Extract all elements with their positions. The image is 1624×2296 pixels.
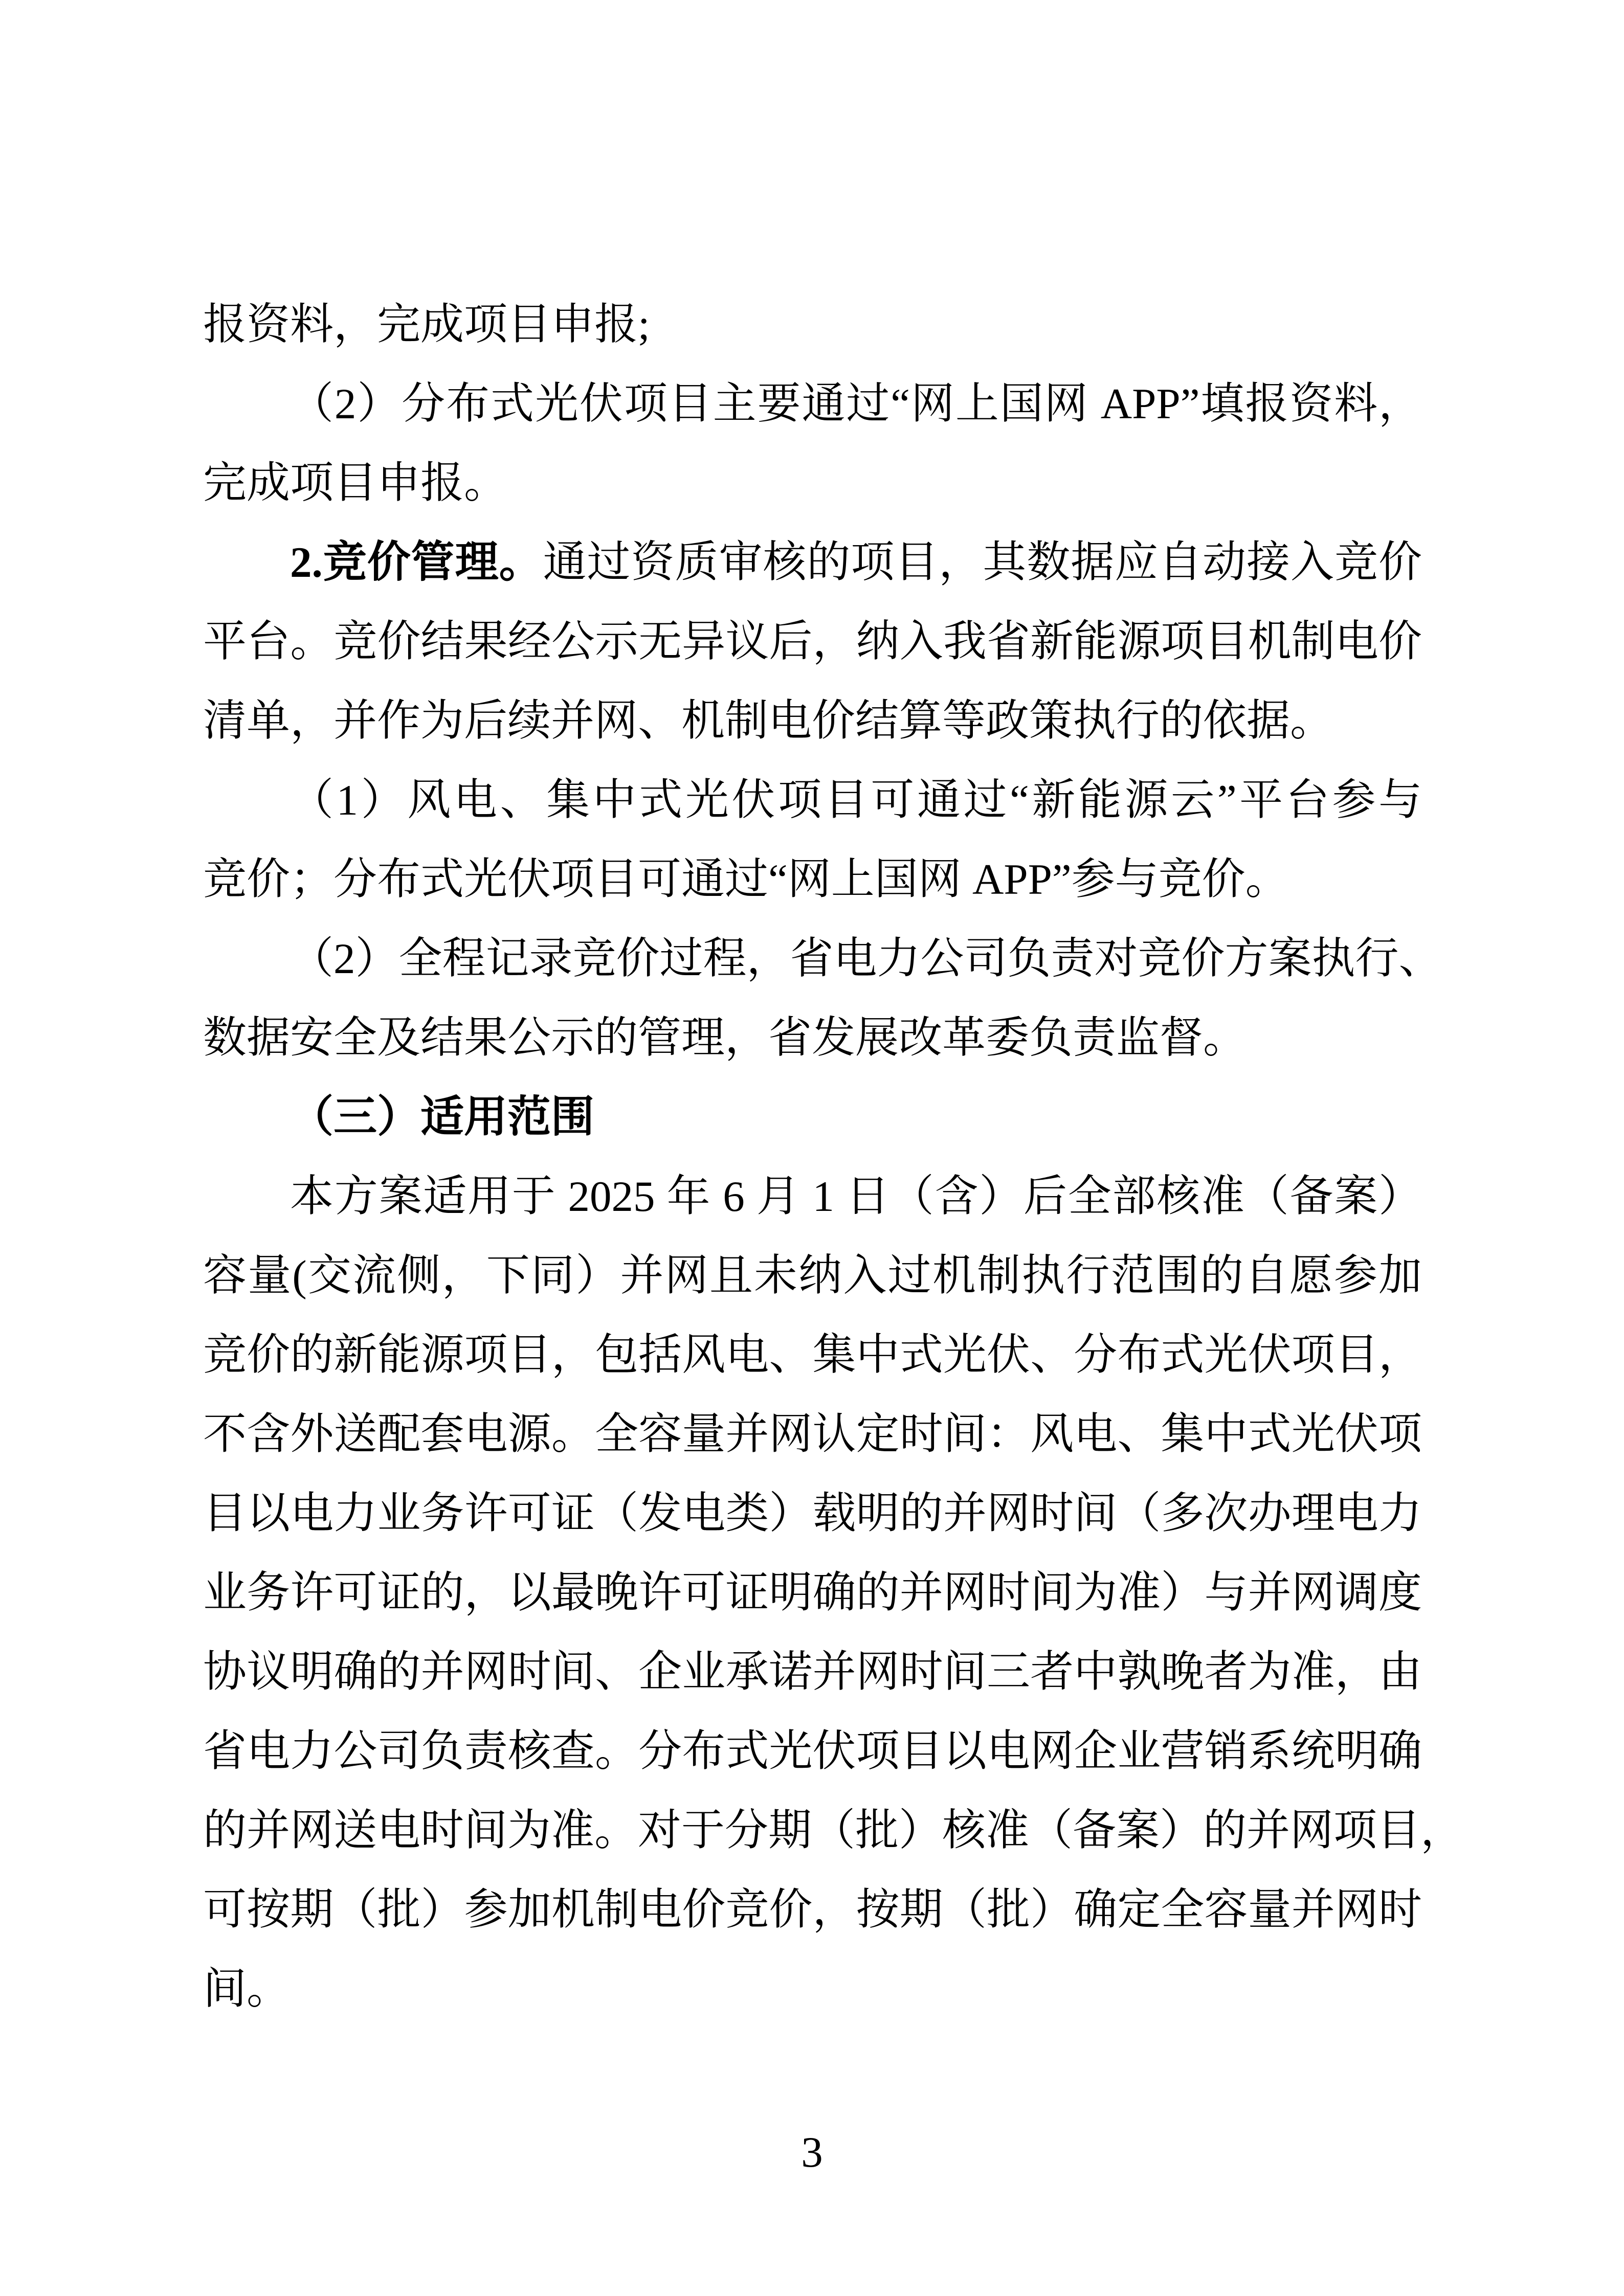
text-line — [203, 1554, 1422, 1633]
text-segment: 平台。竞价结果经公示无异议后，纳入我省新能源项目机制电价 — [203, 618, 1422, 666]
bold-run-heading: 2.竞价管理。 — [290, 538, 543, 587]
text-line — [203, 919, 1442, 999]
text-segment: 通过资质审核的项目，其数据应自动接入竞价 — [543, 538, 1422, 587]
text-line — [203, 523, 1422, 602]
text-line — [203, 285, 1422, 365]
text-line — [203, 682, 1422, 761]
text-line — [203, 365, 1422, 444]
text-line — [203, 1633, 1422, 1712]
document-body-text — [203, 285, 1464, 2029]
text-line — [203, 840, 1422, 919]
text-segment: 完成项目申报。 — [203, 459, 508, 507]
text-line — [203, 444, 1422, 523]
text-segment: 可按期（批）参加机制电价竞价，按期（批）确定全容量并网时 — [203, 1886, 1422, 1934]
text-segment: （2）全程记录竞价过程，省电力公司负责对竞价方案执行、 — [290, 935, 1442, 983]
text-line — [203, 1871, 1422, 1950]
page-number: 3 — [801, 2128, 823, 2176]
text-line — [203, 1474, 1422, 1554]
text-line — [203, 1791, 1464, 1871]
text-segment: 业务许可证的，以最晚许可证明确的并网时间为准）与并网调度 — [203, 1569, 1422, 1617]
text-segment: （1）风电、集中式光伏项目可通过“新能源云”平台参与 — [290, 776, 1422, 824]
text-line — [203, 1316, 1422, 1395]
text-segment: 不含外送配套电源。全容量并网认定时间：风电、集中式光伏项 — [203, 1410, 1422, 1458]
text-line — [203, 999, 1422, 1078]
text-line — [203, 1157, 1422, 1236]
text-line — [203, 761, 1422, 840]
text-segment: 报资料，完成项目申报; — [203, 301, 650, 349]
text-segment: 省电力公司负责核查。分布式光伏项目以电网企业营销系统明确 — [203, 1727, 1422, 1775]
text-line — [203, 602, 1422, 682]
text-line — [203, 1712, 1422, 1791]
text-segment: 目以电力业务许可证（发电类）载明的并网时间（多次办理电力 — [203, 1490, 1422, 1538]
text-segment: 竞价；分布式光伏项目可通过“网上国网 APP”参与竞价。 — [203, 856, 1289, 904]
text-line — [203, 1395, 1422, 1474]
text-segment: 的并网送电时间为准。对于分期（批）核准（备案）的并网项目， — [203, 1807, 1464, 1855]
text-segment: 协议明确的并网时间、企业承诺并网时间三者中孰晚者为准，由 — [203, 1648, 1422, 1696]
text-segment: 间。 — [203, 1965, 291, 2013]
text-segment: 数据安全及结果公示的管理，省发展改革委负责监督。 — [203, 1014, 1247, 1062]
text-segment: （2）分布式光伏项目主要通过“网上国网 APP”填报资料， — [290, 380, 1422, 428]
text-line — [203, 1236, 1422, 1316]
text-segment: 容量(交流侧，下同）并网且未纳入过机制执行范围的自愿参加 — [203, 1252, 1422, 1300]
text-segment: 清单，并作为后续并网、机制电价结算等政策执行的依据。 — [203, 697, 1334, 745]
text-line — [203, 1950, 1422, 2029]
text-segment: 本方案适用于 2025 年 6 月 1 日（含）后全部核准（备案） — [290, 1173, 1422, 1221]
section-heading-text: （三）适用范围 — [290, 1093, 595, 1141]
text-segment: 竞价的新能源项目，包括风电、集中式光伏、分布式光伏项目， — [203, 1331, 1422, 1379]
section-heading — [203, 1078, 1422, 1157]
page-footer — [0, 2113, 1624, 2192]
